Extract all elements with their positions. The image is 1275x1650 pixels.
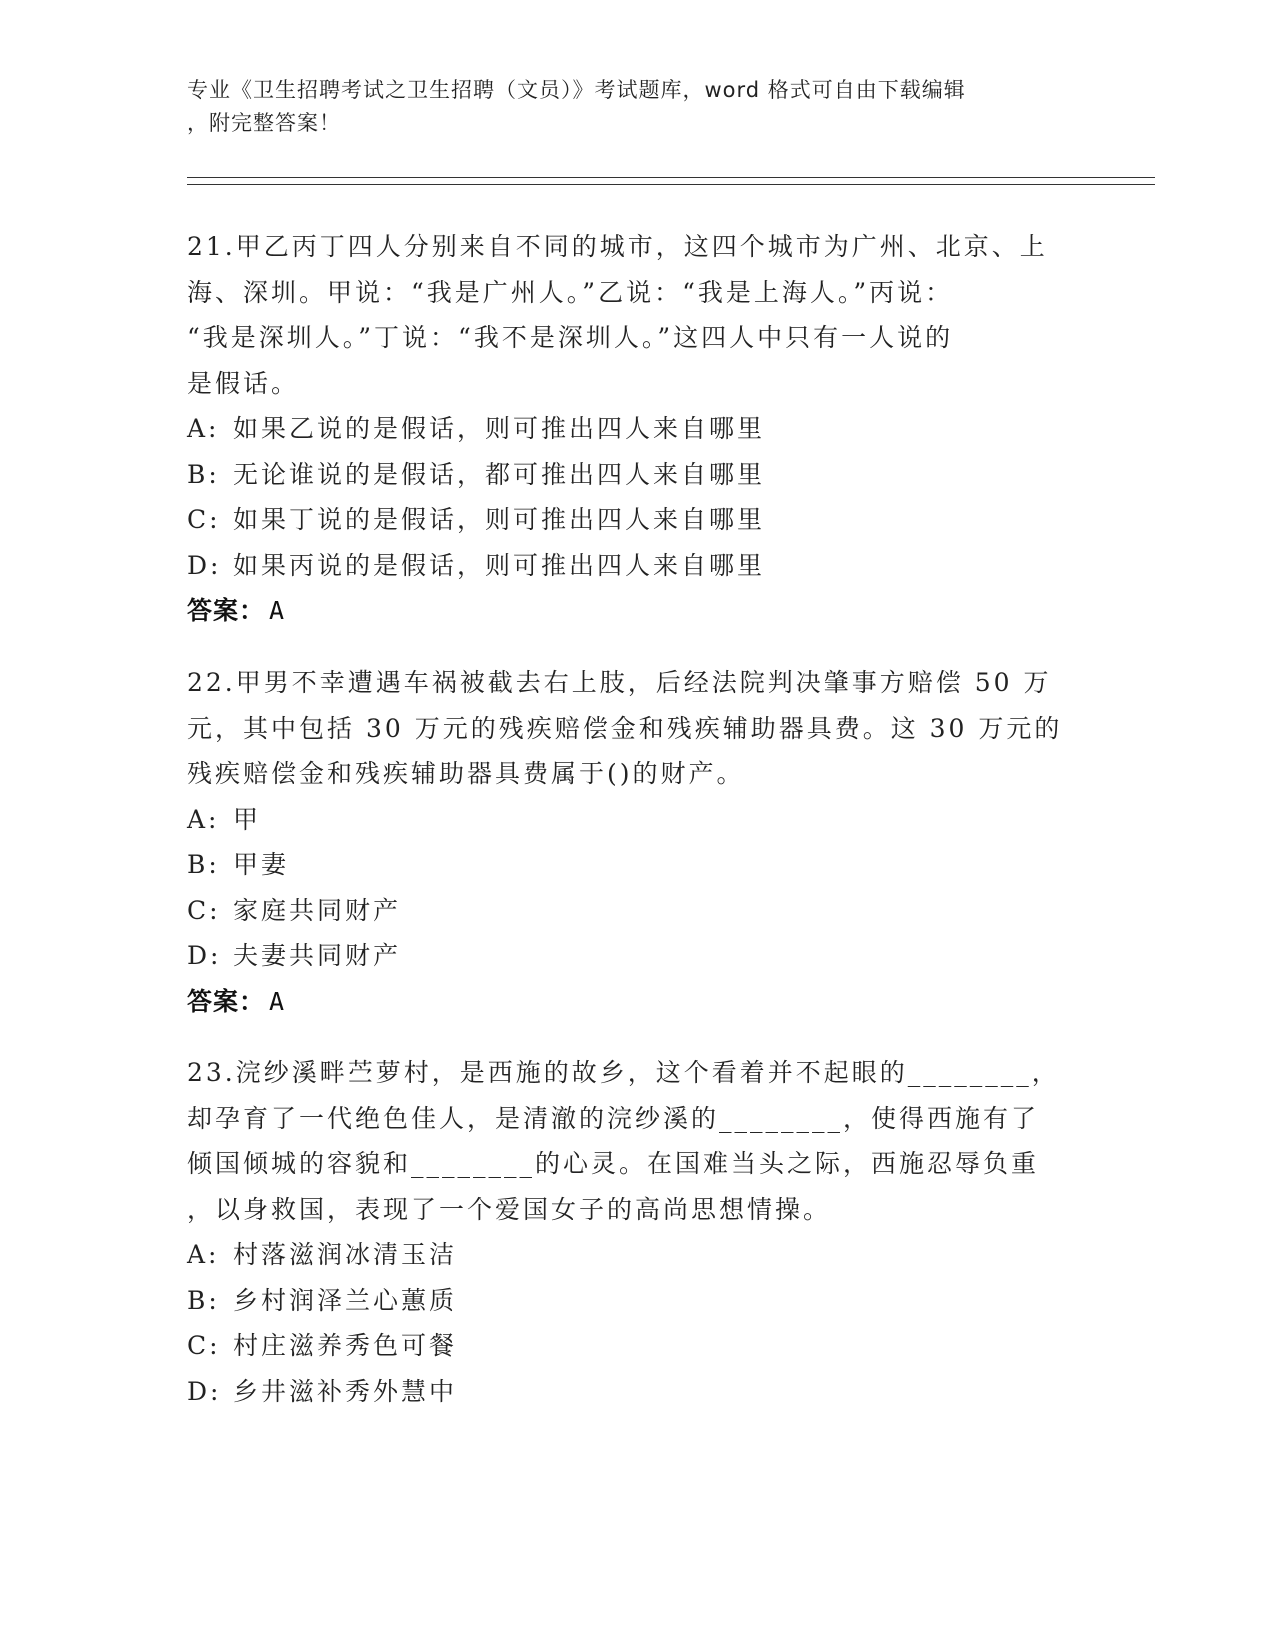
stem-line: 21.甲乙丙丁四人分别来自不同的城市，这四个城市为广州、北京、上 bbox=[187, 232, 1048, 261]
answer-label: 答案： bbox=[187, 986, 266, 1016]
question-22 bbox=[187, 660, 1087, 1024]
header-line-2: ，附完整答案！ bbox=[187, 111, 341, 135]
option-d bbox=[187, 933, 1087, 979]
stem-line: 22.甲男不幸遭遇车祸被截去右上肢，后经法院判决肇事方赔偿 50 万 bbox=[187, 668, 1052, 697]
option-c bbox=[187, 497, 1087, 543]
option-letter: A: bbox=[187, 414, 220, 443]
option-letter: A: bbox=[187, 1240, 220, 1269]
stem-line: 残疾赔偿金和残疾辅助器具费属于()的财产。 bbox=[187, 759, 745, 788]
option-text: 村庄滋养秀色可餐 bbox=[233, 1331, 458, 1360]
question-stem bbox=[187, 224, 1087, 406]
option-letter: D: bbox=[187, 1376, 222, 1406]
answer-label: 答案： bbox=[187, 596, 266, 625]
answer-value: A bbox=[269, 986, 286, 1016]
option-text: 如果丙说的是假话，则可推出四人来自哪里 bbox=[233, 550, 766, 580]
option-b bbox=[187, 842, 1087, 888]
option-text: 甲妻 bbox=[233, 850, 290, 879]
option-text: 如果丁说的是假话，则可推出四人来自哪里 bbox=[233, 505, 766, 534]
answer-line bbox=[187, 588, 1087, 634]
option-b bbox=[187, 452, 1087, 498]
header-line-1: 专业《卫生招聘考试之卫生招聘（文员）》考试题库，word 格式可自由下载编辑 bbox=[187, 78, 966, 102]
stem-line: 23.浣纱溪畔苎萝村，是西施的故乡，这个看着并不起眼的________， bbox=[187, 1058, 1060, 1087]
option-letter: C: bbox=[187, 1331, 221, 1360]
option-text: 乡村润泽兰心蕙质 bbox=[233, 1285, 458, 1315]
option-text: 家庭共同财产 bbox=[233, 895, 402, 925]
option-text: 如果乙说的是假话，则可推出四人来自哪里 bbox=[233, 414, 766, 443]
stem-line: ，以身救国，表现了一个爱国女子的高尚思想情操。 bbox=[187, 1194, 832, 1224]
option-letter: B: bbox=[187, 459, 220, 489]
option-d bbox=[187, 543, 1087, 589]
answer-value: A bbox=[269, 596, 286, 625]
option-c bbox=[187, 1323, 1087, 1369]
option-b bbox=[187, 1278, 1087, 1324]
option-letter: D: bbox=[187, 941, 222, 970]
question-stem bbox=[187, 1050, 1087, 1232]
answer-line bbox=[187, 979, 1087, 1025]
option-a bbox=[187, 406, 1087, 452]
option-text: 无论谁说的是假话，都可推出四人来自哪里 bbox=[233, 459, 766, 489]
stem-line: 却孕育了一代绝色佳人，是清澈的浣纱溪的________，使得西施有了 bbox=[187, 1103, 1040, 1133]
stem-line: “我是深圳人。”丁说：“我不是深圳人。”这四人中只有一人说的 bbox=[187, 323, 954, 352]
stem-line: 是假话。 bbox=[187, 368, 300, 398]
option-letter: A: bbox=[187, 804, 220, 834]
option-a bbox=[187, 797, 1087, 843]
question-stem bbox=[187, 660, 1087, 797]
option-letter: D: bbox=[187, 550, 222, 580]
option-c bbox=[187, 888, 1087, 934]
option-letter: B: bbox=[187, 1285, 220, 1315]
stem-line: 元，其中包括 30 万元的残疾赔偿金和残疾辅助器具费。这 30 万元的 bbox=[187, 713, 1063, 743]
option-letter: C: bbox=[187, 895, 221, 925]
document-header bbox=[187, 74, 1067, 140]
option-text: 夫妻共同财产 bbox=[233, 941, 402, 970]
option-text: 甲 bbox=[233, 804, 262, 834]
option-text: 乡井滋补秀外慧中 bbox=[233, 1376, 458, 1406]
question-21 bbox=[187, 224, 1087, 634]
stem-line: 海、深圳。甲说：“我是广州人。”乙说：“我是上海人。”丙说： bbox=[187, 277, 954, 307]
question-23 bbox=[187, 1050, 1087, 1414]
option-letter: C: bbox=[187, 505, 221, 534]
header-divider bbox=[187, 177, 1155, 185]
stem-line: 倾国倾城的容貌和________的心灵。在国难当头之际，西施忍辱负重 bbox=[187, 1149, 1040, 1178]
option-text: 村落滋润冰清玉洁 bbox=[233, 1240, 458, 1269]
option-letter: B: bbox=[187, 850, 220, 879]
option-a bbox=[187, 1232, 1087, 1278]
option-d bbox=[187, 1369, 1087, 1415]
